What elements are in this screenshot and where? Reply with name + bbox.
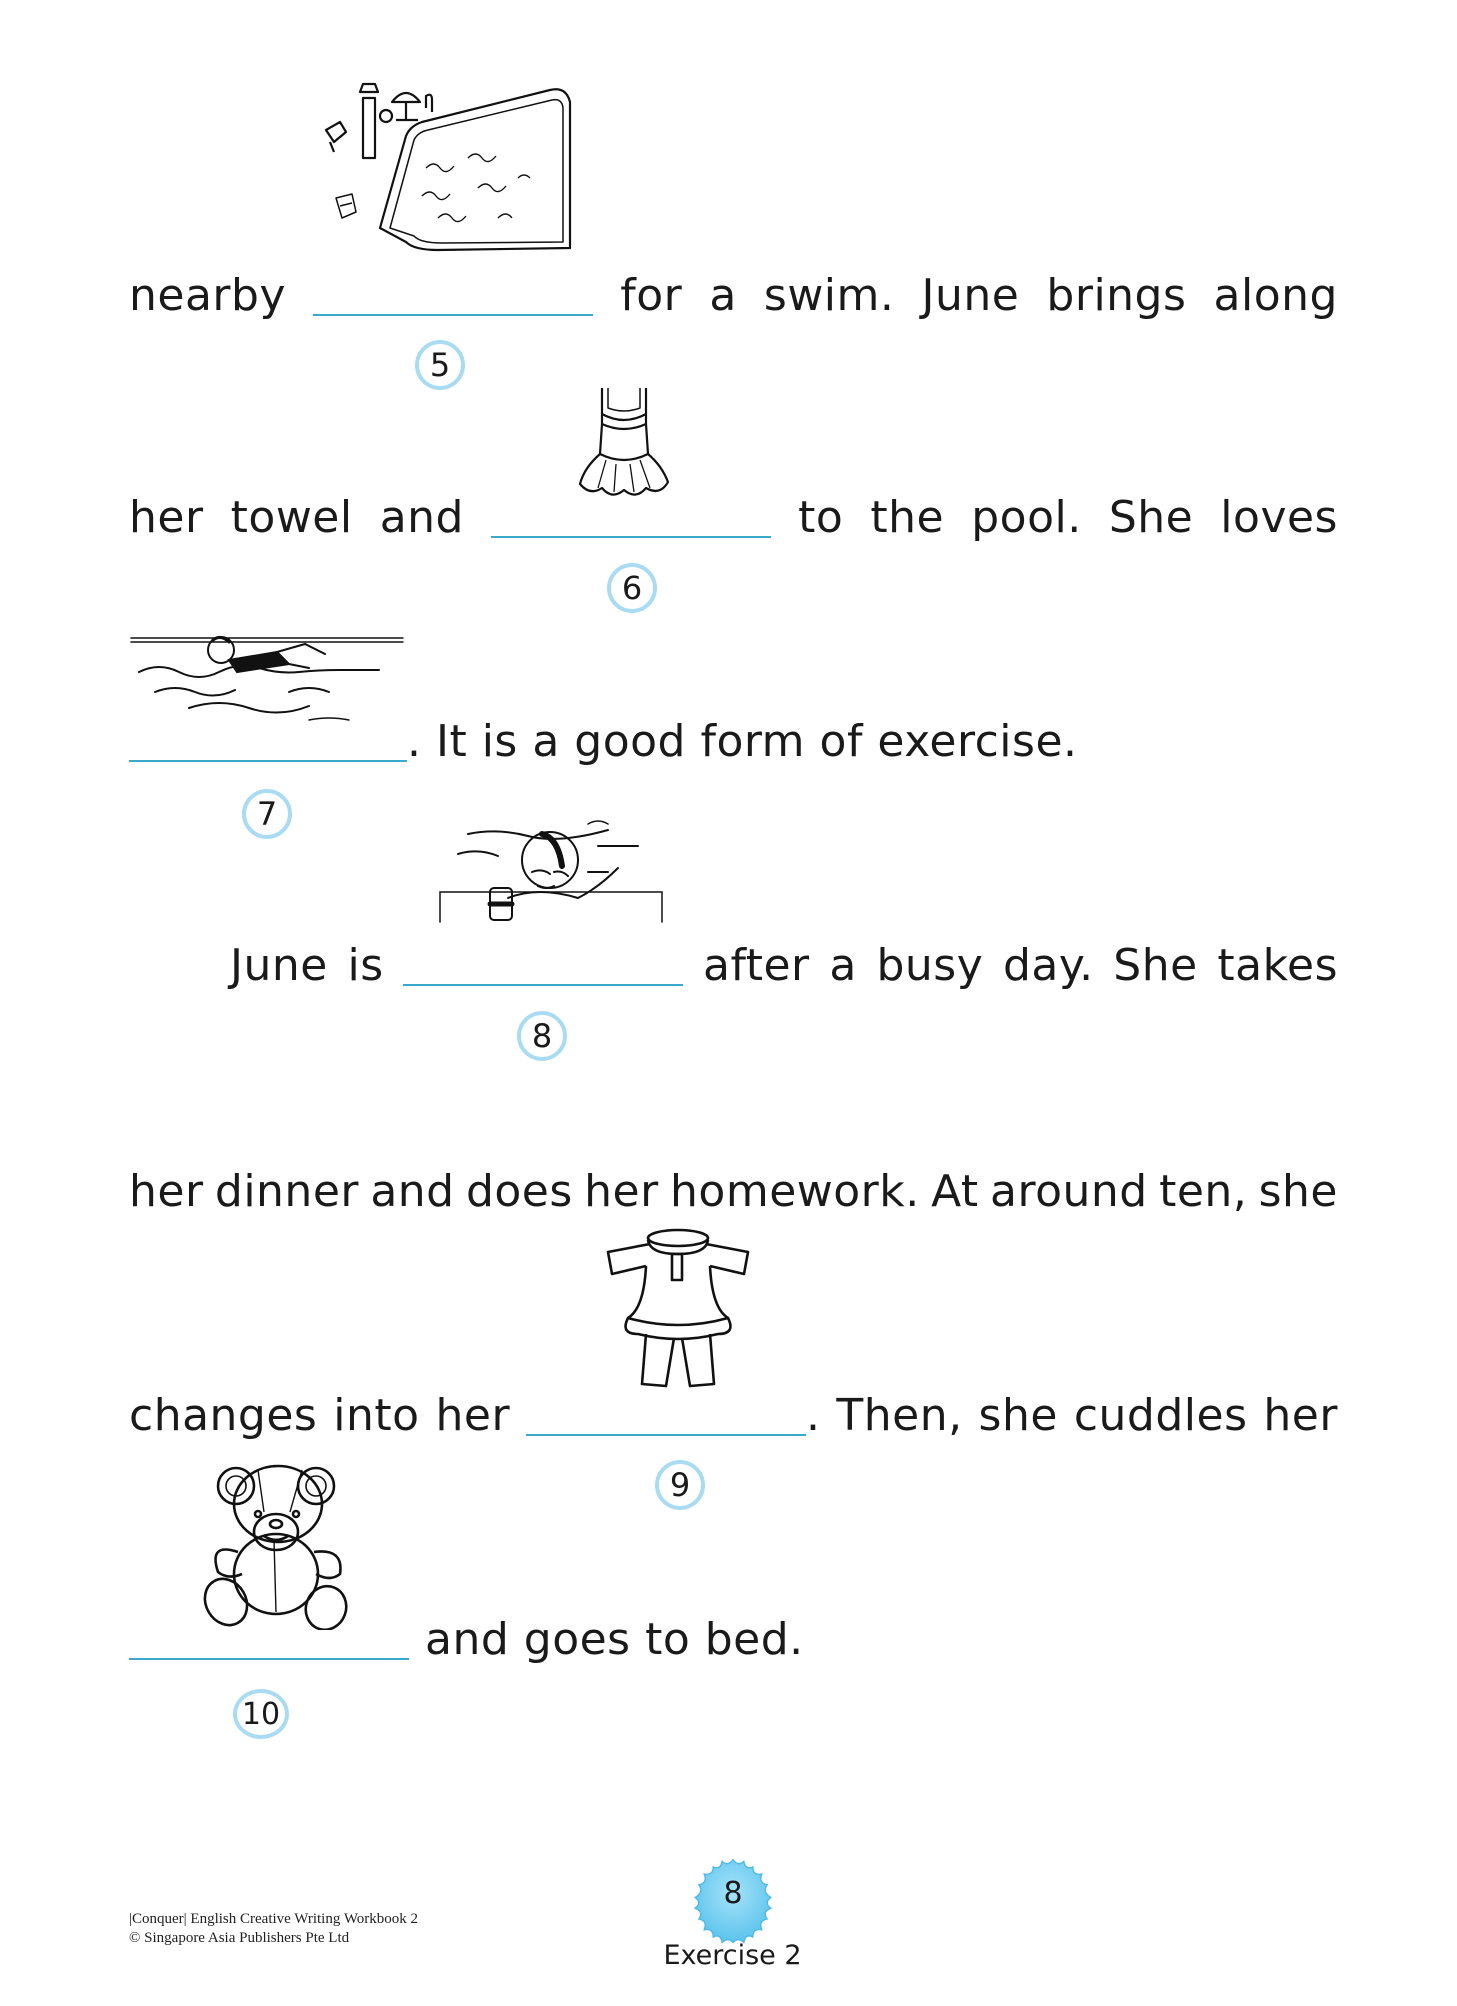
word: loves bbox=[1220, 492, 1338, 543]
word: is bbox=[347, 940, 384, 991]
word: busy bbox=[876, 940, 984, 991]
word: takes bbox=[1217, 940, 1338, 991]
sentence-line-2 bbox=[129, 492, 1338, 544]
word: to bbox=[798, 492, 844, 543]
word: She bbox=[1108, 492, 1194, 543]
word: along bbox=[1213, 270, 1338, 321]
word: for bbox=[620, 270, 683, 321]
word: and bbox=[379, 492, 464, 543]
word: she bbox=[978, 1390, 1058, 1441]
copyright: © Singapore Asia Publishers Pte Ltd bbox=[129, 1930, 350, 1946]
word: pool. bbox=[971, 492, 1082, 543]
exercise-label: Exercise 2 bbox=[663, 1940, 802, 1971]
word: . bbox=[805, 1390, 821, 1441]
word: cuddles bbox=[1073, 1390, 1248, 1441]
word: June bbox=[921, 270, 1020, 321]
word: into bbox=[333, 1390, 420, 1441]
footer-meta bbox=[129, 1910, 418, 1948]
sentence-line-7 bbox=[129, 1614, 1338, 1666]
sentence-text: . It is a good form of exercise. bbox=[407, 716, 1078, 767]
blank-number-7: 7 bbox=[242, 789, 292, 839]
word: her bbox=[435, 1390, 511, 1441]
word: a bbox=[709, 270, 737, 321]
word: June bbox=[230, 940, 328, 991]
pajamas-picture bbox=[598, 1228, 758, 1396]
word: towel bbox=[230, 492, 353, 543]
blank-number-5: 5 bbox=[415, 340, 465, 390]
word: nearby bbox=[129, 270, 286, 321]
sentence-line-5 bbox=[129, 1166, 1338, 1218]
teddy-bear-picture bbox=[198, 1462, 348, 1630]
answer-blank-7[interactable] bbox=[129, 759, 407, 762]
answer-blank-10[interactable] bbox=[129, 1657, 409, 1660]
word: her bbox=[129, 1166, 204, 1217]
word: changes bbox=[129, 1390, 318, 1441]
sentence-line-6 bbox=[129, 1390, 1338, 1442]
word: brings bbox=[1046, 270, 1187, 321]
sentence-text: and goes to bed. bbox=[425, 1614, 804, 1665]
word: ten, bbox=[1159, 1166, 1248, 1217]
word: does bbox=[465, 1166, 573, 1217]
word: after bbox=[703, 940, 810, 991]
answer-blank-8[interactable] bbox=[403, 983, 683, 986]
word: day. bbox=[1002, 940, 1094, 991]
sentence-line-4 bbox=[230, 940, 1338, 992]
word: her bbox=[129, 492, 204, 543]
word: her bbox=[584, 1166, 659, 1217]
swimming-pool-picture bbox=[318, 78, 573, 256]
word: a bbox=[829, 940, 857, 991]
word: around bbox=[990, 1166, 1148, 1217]
answer-blank-6[interactable] bbox=[491, 535, 771, 538]
word: swim. bbox=[763, 270, 895, 321]
word: homework. bbox=[670, 1166, 920, 1217]
word: At bbox=[931, 1166, 979, 1217]
swimsuit-picture bbox=[574, 384, 674, 502]
answer-blank-9[interactable] bbox=[526, 1433, 806, 1436]
sentence-line-3 bbox=[129, 716, 1338, 768]
word: and bbox=[370, 1166, 455, 1217]
answer-blank-5[interactable] bbox=[313, 313, 593, 316]
book-title: |Conquer| English Creative Writing Workbook 2 bbox=[129, 1911, 419, 1927]
word: the bbox=[870, 492, 945, 543]
blank-number-9: 9 bbox=[655, 1460, 705, 1510]
blank-number-8: 8 bbox=[517, 1011, 567, 1061]
word: Then, bbox=[836, 1390, 963, 1441]
blank-number-10: 10 bbox=[233, 1689, 289, 1739]
word: dinner bbox=[214, 1166, 359, 1217]
page-number: 8 bbox=[723, 1876, 743, 1911]
word: her bbox=[1263, 1390, 1338, 1441]
word: She bbox=[1113, 940, 1198, 991]
sentence-line-1 bbox=[129, 270, 1338, 322]
tired-girl-picture bbox=[438, 812, 664, 924]
swimmer-picture bbox=[129, 632, 405, 724]
word: she bbox=[1258, 1166, 1338, 1217]
blank-number-6: 6 bbox=[607, 563, 657, 613]
